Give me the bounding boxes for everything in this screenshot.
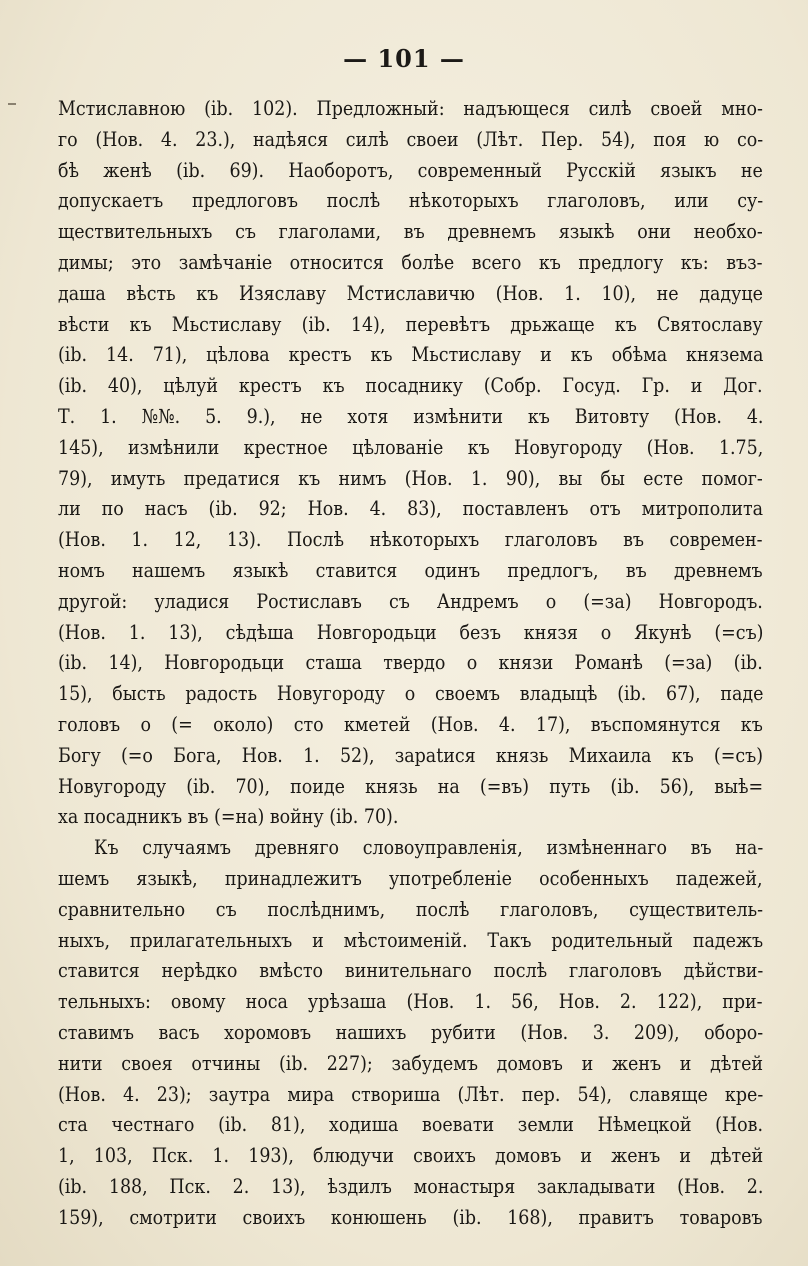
text-line: 145), измѣнили крестное цѣлованіе къ Новугороду (Нов. 1.75, [58, 435, 763, 459]
text-line: (ib. 40), цѣлуй крестъ къ посаднику (Собр. Госуд. Гр. и Дог. [58, 374, 763, 398]
text-line: ста честнаго (ib. 81), ходиша воевати земли Нѣмецкой (Нов. [58, 1113, 763, 1137]
text-line: Новугороду (ib. 70), поиде князь на (=въ) путь (ib. 56), выѣ= [58, 774, 763, 798]
text-line: ставимъ васъ хоромовъ нашихъ рубити (Нов. 3. 209), оборо- [58, 1020, 763, 1044]
text-line: допускаетъ предлоговъ послѣ нѣкоторыхъ глаголовъ, или су- [58, 189, 763, 213]
text-line: номъ нашемъ языкѣ ставится одинъ предлогъ, въ древнемъ [58, 558, 763, 582]
page-number: — 101 — [343, 44, 465, 73]
text-line: димы; это замѣчаніе относится болѣе всего къ предлогу къ: въз- [58, 250, 763, 274]
text-line: сравнительно съ послѣднимъ, послѣ глаголовъ, существитель- [58, 897, 763, 921]
text-line: шемъ языкѣ, принадлежитъ употребленіе особенныхъ падежей, [58, 866, 763, 890]
body-text [58, 94, 763, 1233]
text-line: (Нов. 1. 12, 13). Послѣ нѣкоторыхъ глаголовъ въ современ- [58, 528, 763, 552]
text-line: тельныхъ: овому носа урѣзаша (Нов. 1. 56, Нов. 2. 122), при- [58, 990, 763, 1014]
text-line: вѣсти къ Мьстиславу (ib. 14), перевѣтъ дрьжаще къ Святославу [58, 312, 763, 336]
text-line: Богу (=о Бога, Нов. 1. 52), зарatися князь Михаила къ (=съ) [58, 743, 763, 767]
margin-mark [8, 103, 16, 105]
text-line: ныхъ, прилагательныхъ и мѣстоименій. Такъ родительный падежъ [58, 928, 763, 952]
text-line: (ib. 14. 71), цѣлова крестъ къ Мьстиславу и къ обѣма князема [58, 343, 763, 367]
text-line: (ib. 14), Новгородьци сташа твердо о князи Романѣ (=за) (ib. [58, 651, 763, 675]
text-line: нити своея отчины (ib. 227); забудемъ домовъ и женъ и дѣтей [58, 1051, 763, 1075]
text-line: другой: уладися Ростиславъ съ Андремъ о (=за) Новгородъ. [58, 589, 763, 613]
text-line: Мстиславною (ib. 102). Предложный: надъющеся силѣ своей мно- [58, 97, 763, 120]
text-line: Къ случаямъ древняго словоуправленія, измѣненнаго въ на- [94, 836, 763, 860]
text-line: головъ о (= около) сто кметей (Нов. 4. 17), въспомянутся къ [58, 712, 763, 736]
text-line: 79), имуть предатися къ нимъ (Нов. 1. 90), вы бы есте помог- [58, 466, 763, 490]
text-line: (ib. 188, Пск. 2. 13), ѣздилъ монастыря закладывати (Нов. 2. [58, 1174, 763, 1198]
text-line: ха посадникъ въ (=на) войну (ib. 70). [58, 805, 399, 829]
text-line: ли по насъ (ib. 92; Нов. 4. 83), поставленъ отъ митрополита [58, 497, 763, 521]
text-line: даша вѣсть къ Изяславу Мстиславичю (Нов. 1. 10), не дадуце [58, 281, 763, 305]
text-line: Т. 1. №№. 5. 9.), не хотя измѣнити къ Витовту (Нов. 4. [58, 404, 763, 428]
text-line: 1, 103, Пск. 1. 193), блюдучи своихъ домовъ и женъ и дѣтей [58, 1144, 763, 1168]
text-line: го (Нов. 4. 23.), надѣяся силѣ своеи (Лѣт. Пер. 54), поя ю со- [58, 127, 763, 151]
text-line: (Нов. 1. 13), сѣдѣша Новгородьци безъ князя о Якунѣ (=съ) [58, 620, 763, 644]
text-line: ществительныхъ съ глаголами, въ древнемъ языкѣ они необхо- [58, 220, 763, 244]
text-line: 15), бысть радость Новугороду о своемъ владыцѣ (ib. 67), паде [58, 682, 763, 706]
text-line: ставится нерѣдко вмѣсто винительнаго послѣ глаголовъ дѣйстви- [58, 959, 763, 983]
text-line: бѣ женѣ (ib. 69). Наоборотъ, современный Русскій языкъ не [58, 158, 763, 182]
text-line: (Нов. 4. 23); заутра мира створиша (Лѣт. пер. 54), славяще кре- [58, 1082, 763, 1106]
text-line: 159), смотрити своихъ конюшень (ib. 168), правитъ товаровъ [58, 1205, 763, 1229]
